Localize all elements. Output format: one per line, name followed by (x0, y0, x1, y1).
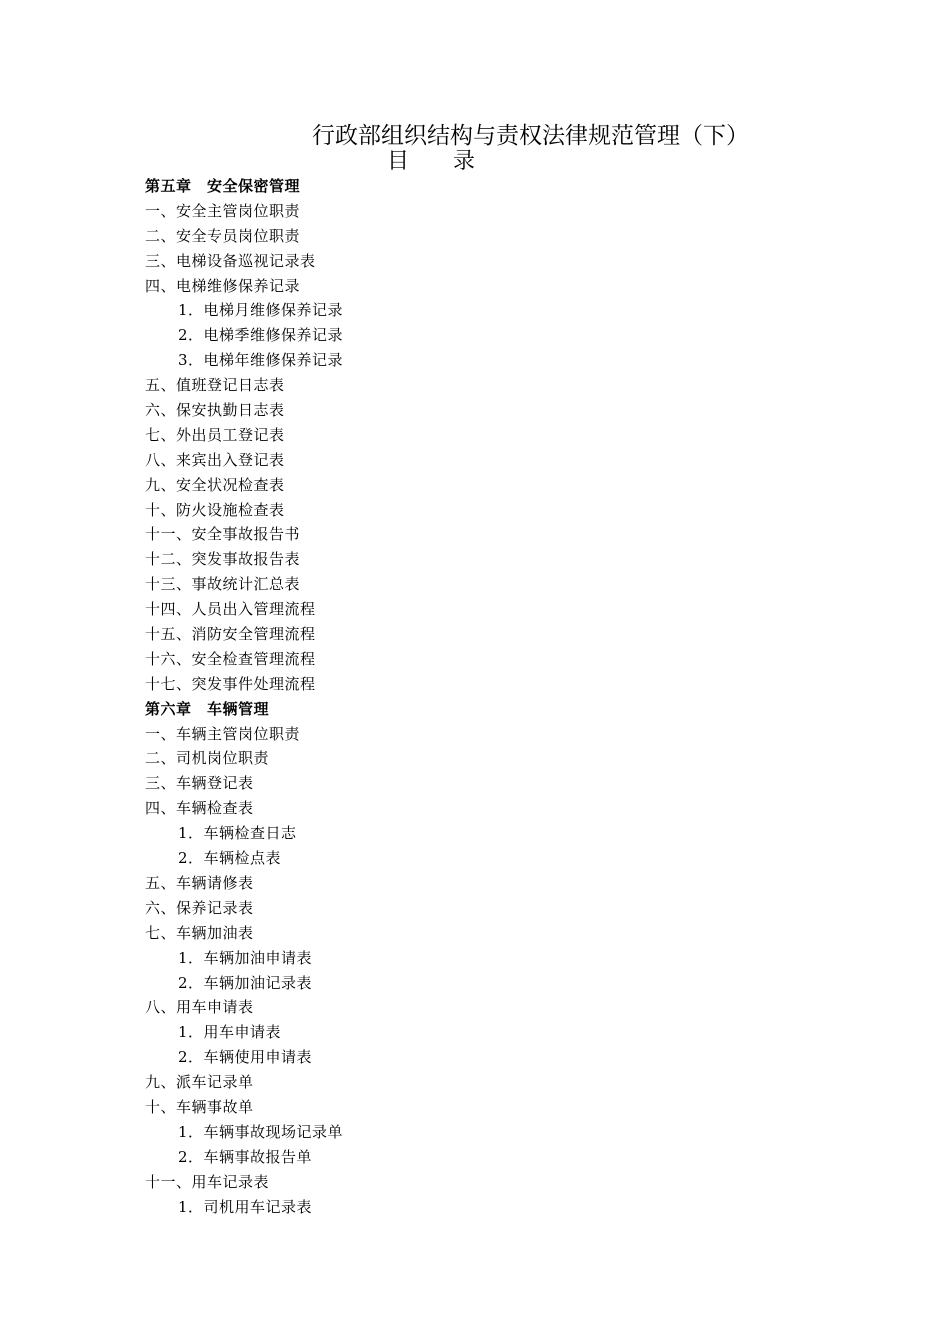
toc-subitem: 1．电梯月维修保养记录 (178, 301, 344, 320)
toc-item: 十五、消防安全管理流程 (145, 625, 316, 644)
toc-item: 三、车辆登记表 (145, 774, 254, 793)
toc-subitem: 2．电梯季维修保养记录 (178, 326, 344, 345)
toc-item: 十四、人员出入管理流程 (145, 600, 316, 619)
toc-item: 六、保安执勤日志表 (145, 401, 285, 420)
toc-item: 七、车辆加油表 (145, 923, 254, 942)
toc-item: 十、防火设施检查表 (145, 500, 285, 519)
toc-chapter-heading: 第六章 车辆管理 (145, 699, 270, 718)
toc-item: 二、安全专员岗位职责 (145, 226, 301, 245)
toc-item: 三、电梯设备巡视记录表 (145, 251, 316, 270)
toc-item: 十一、安全事故报告书 (145, 525, 301, 544)
toc-chapter-heading: 第五章 安全保密管理 (145, 177, 301, 195)
toc-subitem: 2．车辆加油记录表 (178, 973, 313, 992)
toc-item: 十六、安全检查管理流程 (145, 649, 316, 668)
toc-subitem: 3．电梯年维修保养记录 (178, 351, 344, 370)
toc-item: 五、车辆请修表 (145, 873, 254, 892)
toc-item: 十一、用车记录表 (145, 1172, 270, 1191)
toc-item: 一、安全主管岗位职责 (145, 201, 301, 220)
table-of-contents (145, 174, 343, 1219)
toc-subitem: 2．车辆事故报告单 (178, 1147, 313, 1166)
toc-item: 八、用车申请表 (145, 998, 254, 1017)
toc-item: 四、车辆检查表 (145, 799, 254, 818)
toc-subitem: 1．用车申请表 (178, 1023, 282, 1042)
toc-item: 十二、突发事故报告表 (145, 550, 301, 569)
toc-item: 十三、事故统计汇总表 (145, 575, 301, 594)
toc-item: 十七、突发事件处理流程 (145, 674, 316, 693)
toc-subitem: 1．车辆加油申请表 (178, 948, 313, 967)
toc-item: 八、来宾出入登记表 (145, 450, 285, 469)
toc-item: 六、保养记录表 (145, 898, 254, 917)
document-title: 行政部组织结构与责权法律规范管理（下） (312, 123, 749, 149)
toc-item: 九、派车记录单 (145, 1073, 254, 1092)
toc-item: 四、电梯维修保养记录 (145, 276, 301, 295)
toc-item: 一、车辆主管岗位职责 (145, 724, 301, 743)
toc-subitem: 1．车辆事故现场记录单 (178, 1122, 344, 1141)
toc-heading: 目 录 (387, 149, 476, 174)
toc-item: 十、车辆事故单 (145, 1097, 254, 1116)
toc-subitem: 1．司机用车记录表 (178, 1197, 313, 1216)
toc-item: 七、外出员工登记表 (145, 425, 285, 444)
toc-item: 二、司机岗位职责 (145, 749, 270, 768)
toc-subitem: 2．车辆使用申请表 (178, 1048, 313, 1067)
toc-subitem: 1．车辆检查日志 (178, 824, 297, 843)
toc-item: 五、值班登记日志表 (145, 376, 285, 395)
toc-item: 九、安全状况检查表 (145, 475, 285, 494)
toc-subitem: 2．车辆检点表 (178, 849, 282, 868)
